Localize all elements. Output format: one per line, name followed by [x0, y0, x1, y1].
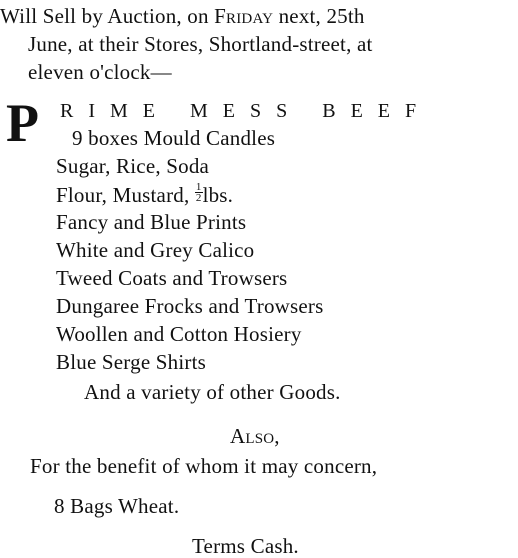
- benefit-line: For the benefit of whom it may concern,: [30, 454, 378, 478]
- item-other-goods: And a variety of other Goods.: [84, 380, 341, 404]
- item-serge-shirts: Blue Serge Shirts: [56, 350, 207, 374]
- terms-line: Terms Cash.: [192, 534, 299, 558]
- item-lbs-text: lbs.: [202, 183, 234, 207]
- intro-line-1: [0, 4, 365, 28]
- item-dungaree-frocks: Dungaree Frocks and Trowsers: [56, 294, 324, 318]
- fraction-denominator: 2: [195, 192, 202, 204]
- fraction-numerator: 1: [195, 181, 202, 193]
- wheat-line: 8 Bags Wheat.: [54, 494, 180, 518]
- item-prints: Fancy and Blue Prints: [56, 210, 247, 234]
- item-flour-mustard: [56, 182, 233, 207]
- intro-line-3: eleven o'clock—: [28, 60, 172, 84]
- intro-text-a: Will Sell by Auction, on: [0, 4, 215, 28]
- also-heading: Also,: [230, 424, 280, 448]
- item-flour-text: Flour, Mustard,: [56, 183, 195, 207]
- item-calico: White and Grey Calico: [56, 238, 255, 262]
- item-tweed-coats: Tweed Coats and Trowsers: [56, 266, 288, 290]
- auction-day: Friday: [214, 4, 274, 28]
- item-hosiery: Woollen and Cotton Hosiery: [56, 322, 302, 346]
- item-candles: 9 boxes Mould Candles: [72, 126, 276, 150]
- half-fraction: [195, 182, 203, 203]
- item-sugar-rice-soda: Sugar, Rice, Soda: [56, 154, 210, 178]
- intro-line-2: June, at their Stores, Shortland-street, at: [28, 32, 373, 56]
- intro-text-b: next, 25th: [273, 4, 365, 28]
- heading-prime-mess-beef: RIME MESS BEEF: [60, 100, 432, 122]
- drop-cap-p: P: [6, 93, 39, 153]
